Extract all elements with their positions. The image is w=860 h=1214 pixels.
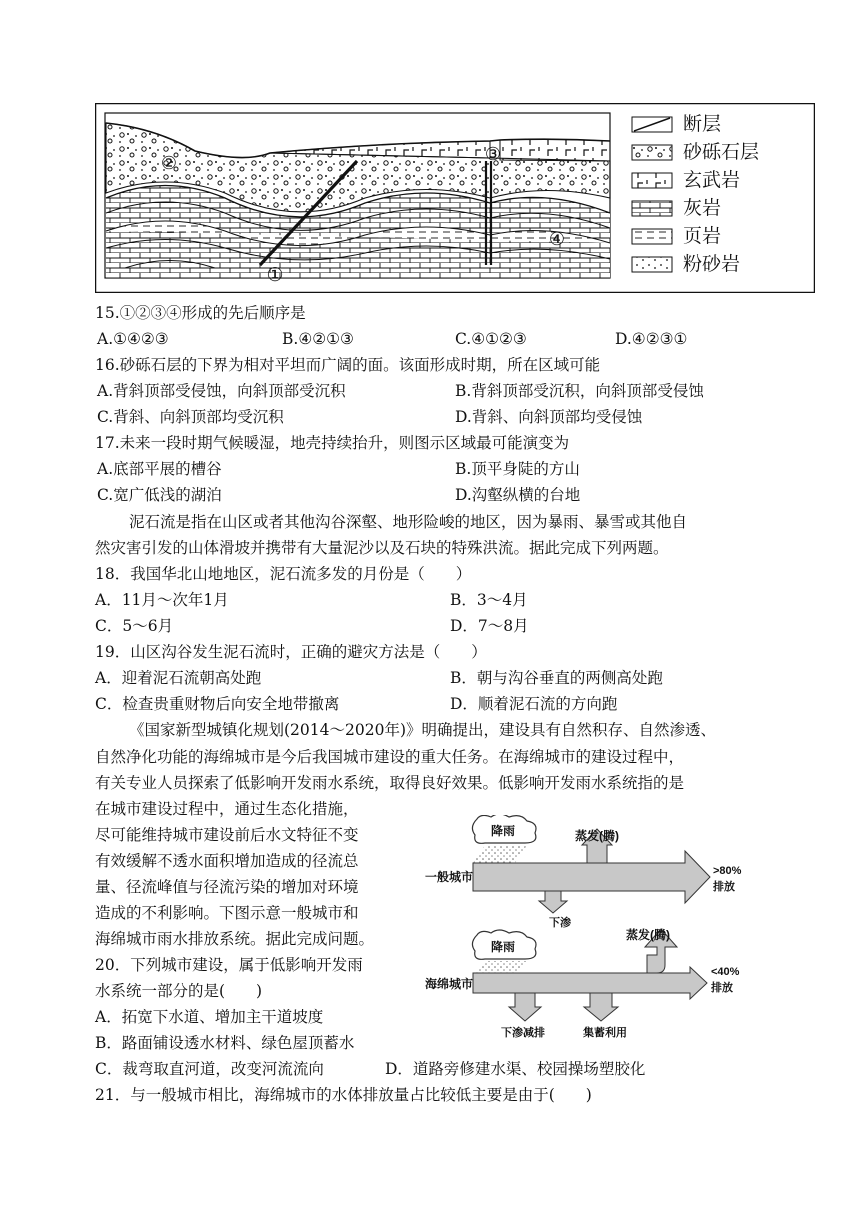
general-out-label: 排放: [713, 881, 735, 893]
q17-stem: 17.未来一段时期气候暖湿，地壳持续抬升，则图示区域最可能演变为: [95, 434, 570, 452]
legend-fault: 断层: [683, 114, 722, 135]
sponge-infiltration-arrow: [509, 993, 541, 1021]
q20-option-d[interactable]: D．道路旁修建水渠、校园操场塑胶化: [385, 1060, 646, 1078]
q17-option-b[interactable]: B.顶平身陡的方山: [455, 460, 580, 478]
sponge-down-label: 下渗减排: [501, 1027, 545, 1039]
legend-shale: 页岩: [683, 226, 722, 247]
passage2-line-4: 在城市建设过程中，通过生态化措施，: [95, 800, 359, 818]
q19-option-b[interactable]: B．朝与沟谷垂直的两侧高处跑: [450, 669, 663, 687]
q17-option-a[interactable]: A.底部平展的槽谷: [97, 460, 222, 478]
general-infiltration-arrow: [539, 891, 567, 913]
passage1-line-1: 泥石流是指在山区或者其他沟谷深壑、地形险峻的地区，因为暴雨、暴雪或其他自: [129, 513, 688, 531]
label-3: ③: [484, 144, 502, 165]
passage2-line-9: 海绵城市雨水排放系统。据此完成问题。: [95, 930, 375, 948]
sponge-out-label: 排放: [711, 982, 733, 994]
general-city-diagram: [425, 815, 742, 929]
passage2-line-6: 有效缓解不透水面积增加造成的径流总: [95, 852, 359, 870]
q20-option-c[interactable]: C．裁弯取直河道，改变河流流向: [95, 1060, 324, 1078]
q20-stem-line-1: 20．下列城市建设，属于低影响开发雨: [95, 956, 363, 974]
sponge-evap-label: 蒸发(腾): [626, 928, 670, 942]
q15-option-b[interactable]: B.④②①③: [282, 330, 354, 348]
passage2-line-3: 有关专业人员探索了低影响开发雨水系统，取得良好效果。低影响开发雨水系统指的是: [95, 774, 685, 792]
q19-option-d[interactable]: D．顺着泥石流的方向跑: [450, 695, 618, 713]
q20-option-a[interactable]: A．拓宽下水道、增加主干道坡度: [95, 1008, 324, 1026]
general-rain-label: 降雨: [490, 824, 516, 838]
sponge-rain-label: 降雨: [490, 940, 516, 954]
label-2: ②: [160, 153, 178, 174]
q19-option-a[interactable]: A．迎着泥石流朝高处跑: [95, 669, 262, 687]
q15-option-a[interactable]: A.①④②③: [97, 330, 169, 348]
q20-stem-line-2: 水系统一部分的是( ): [95, 982, 263, 1000]
sponge-store-label: 集蓄利用: [583, 1027, 627, 1039]
general-down-label: 下渗: [549, 917, 571, 929]
q16-option-a[interactable]: A.背斜顶部受侵蚀，向斜顶部受沉积: [97, 382, 346, 400]
passage2-line-2: 自然净化功能的海绵城市是今后我国城市建设的重大任务。在海绵城市的建设过程中，: [95, 748, 685, 766]
geologic-cross-section-figure: [95, 103, 815, 293]
q18-option-a[interactable]: A．11月～次年1月: [95, 591, 229, 609]
q17-option-d[interactable]: D.沟壑纵横的台地: [455, 486, 581, 504]
q17-option-c[interactable]: C.宽广低浅的湖泊: [97, 486, 222, 504]
q18-stem: 18．我国华北山地地区，泥石流多发的月份是（ ）: [95, 565, 472, 583]
q19-option-c[interactable]: C．检查贵重财物后向安全地带撤离: [95, 695, 340, 713]
q16-option-d[interactable]: D.背斜、向斜顶部均受侵蚀: [455, 408, 643, 426]
q15-option-c[interactable]: C.④①②③: [455, 330, 527, 348]
sponge-city-diagram: [425, 927, 740, 1039]
sponge-out-percent: <40%: [711, 966, 740, 978]
q15-option-d[interactable]: D.④②③①: [615, 330, 688, 348]
label-1: ①: [266, 264, 284, 286]
q16-stem: 16.砂砾石层的下界为相对平坦而广阔的面。该面形成时期，所在区域可能: [95, 356, 601, 374]
q19-stem: 19．山区沟谷发生泥石流时，正确的避灾方法是（ ）: [95, 643, 487, 661]
passage2-line-7: 量、径流峰值与径流污染的增加对环境: [95, 878, 359, 896]
label-4: ④: [548, 229, 566, 250]
q18-option-d[interactable]: D．7～8月: [450, 617, 529, 635]
passage2-line-8: 造成的不利影响。下图示意一般城市和: [95, 904, 359, 922]
legend-limestone: 灰岩: [683, 198, 722, 219]
legend-siltstone: 粉砂岩: [683, 254, 741, 275]
sponge-storage-arrow: [584, 993, 618, 1021]
rainwater-system-figure: [415, 815, 775, 1045]
q15-stem: 15.①②③④形成的先后顺序是: [95, 304, 306, 322]
general-city-label: 一般城市: [425, 870, 474, 884]
q18-option-c[interactable]: C．5～6月: [95, 617, 174, 635]
q21-stem: 21．与一般城市相比，海绵城市的水体排放量占比较低主要是由于( ): [95, 1086, 592, 1104]
passage2-line-1: 《国家新型城镇化规划(2014～2020年)》明确提出，建设具有自然积存、自然渗透、: [129, 721, 716, 739]
general-out-percent: >80%: [713, 865, 742, 877]
passage1-line-2: 然灾害引发的山体滑坡并携带有大量泥沙以及石块的特殊洪流。据此完成下列两题。: [95, 539, 669, 557]
legend-basalt: 玄武岩: [683, 170, 741, 191]
passage2-line-5: 尽可能维持城市建设前后水文特征不变: [95, 826, 359, 844]
q16-option-b[interactable]: B.背斜顶部受沉积，向斜顶部受侵蚀: [455, 382, 704, 400]
q16-option-c[interactable]: C.背斜、向斜顶部均受沉积: [97, 408, 284, 426]
sponge-city-label: 海绵城市: [425, 977, 474, 991]
q20-option-b[interactable]: B．路面铺设透水材料、绿色屋顶蓄水: [95, 1034, 355, 1052]
general-evap-label: 蒸发(腾): [575, 829, 619, 843]
legend-gravel: 砂砾石层: [683, 142, 760, 163]
q18-option-b[interactable]: B．3～4月: [450, 591, 528, 609]
